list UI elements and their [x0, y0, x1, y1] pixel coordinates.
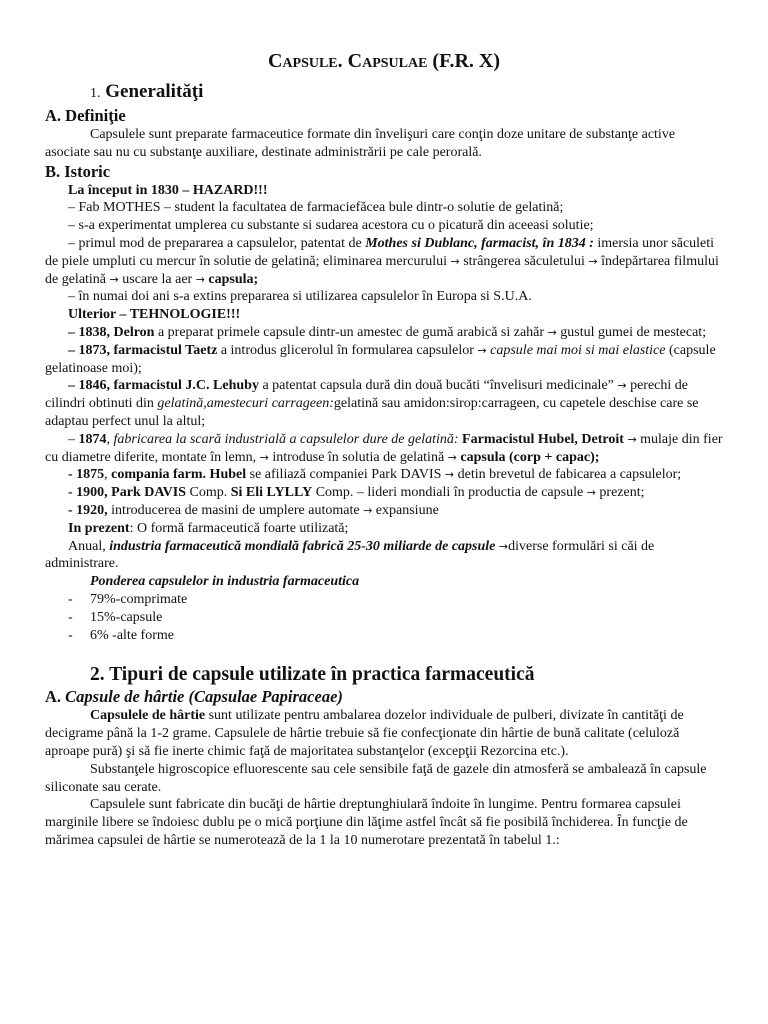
list-item-text: 79%-comprimate	[90, 591, 188, 607]
list-item-text: 15%-capsule	[90, 609, 163, 625]
present-line	[45, 520, 723, 538]
document-page	[45, 46, 723, 850]
timeline-1838	[45, 324, 723, 342]
t4-text2: introduse în solutia de gelatină	[268, 449, 448, 465]
arrow-icon: →	[444, 468, 455, 482]
list-item	[45, 627, 723, 645]
arrow-icon: →	[450, 254, 460, 268]
history-line-1: – Fab MOTHES – student la facultatea de farmaciefăcea bule dintr-o solutie de gelatină;	[68, 200, 564, 216]
arrow-icon: →	[588, 254, 598, 268]
p1-text: sunt utilizate pentru ambalarea dozelor individuale de pulberi, divizate în cantităţi de decigrame până la 1-2 grame. Capsulele de hârtie trebuie să fie confecţionate din hârtie de bună calitate (celuloză aproape pură) şi să fie inerte chimic faţă de majoritatea substanţelor (excepţii Rezorcina etc.).	[45, 708, 684, 759]
present-text: : O formă farmaceutică foarte utilizată;	[129, 520, 349, 536]
h3-d: strângerea săculetului	[459, 253, 589, 269]
paper-capsule-paragraph-3: Capsulele sunt fabricate din bucăţi de hârtie dreptunghiulară îndoite în lungime. Pentru formarea capsulei marginile libere se îndoiesc dublu pe o mică porţiune din lăţime astfel încât să fie posibilă închiderea. În funcţie de mărimea capsulei de hârtie se numerotează de la 1 la 10 numerotare prezentată în tabelul 1.:	[45, 797, 688, 848]
h3-b: Mothes si Dublanc, farmacist, în 1834 :	[365, 235, 594, 251]
history-line-3	[45, 235, 723, 288]
t1-bold: – 1838, Delron	[68, 324, 155, 340]
section-1-title: Generalităţi	[105, 81, 204, 102]
list-item-text: 6% -alte forme	[90, 627, 174, 643]
annual-text: Anual,	[68, 538, 110, 554]
t2-text2: (capsule gelatinoase moi);	[45, 342, 716, 376]
timeline-1920	[45, 502, 723, 520]
section-1-number: 1.	[90, 86, 101, 101]
section-1-heading	[45, 80, 723, 106]
present-bold: In prezent	[68, 520, 130, 536]
t5-year: - 1875	[68, 467, 105, 483]
annual-bold-italic: industria farmaceutică mondială fabrică 25-30 miliarde de capsule	[109, 538, 496, 554]
t6-bold: - 1900, Park DAVIS	[68, 485, 186, 501]
bullet-dash: -	[68, 627, 73, 643]
technology-line	[45, 306, 723, 324]
t6-text3: prezent;	[595, 485, 645, 501]
section-2-heading: 2. Tipuri de capsule utilizate în practica farmaceutică	[90, 664, 535, 686]
timeline-1874	[45, 431, 723, 467]
arrow-icon: →	[498, 539, 509, 553]
document-title: Capsule. Capsulae (F.R. X)	[267, 50, 501, 72]
technology-text: Ulterior – TEHNOLOGIE!!!	[68, 307, 241, 323]
subsection-a-heading: A. Definiţie	[45, 106, 126, 125]
t6-bold2: Si Eli LYLLY	[230, 485, 313, 501]
annual-text2: diverse formulări si căi de administrare.	[45, 538, 655, 572]
t3-italic: gelatină,amestecuri carrageen:	[157, 396, 334, 412]
history-hazard-line	[45, 182, 723, 200]
arrow-icon: →	[109, 272, 119, 286]
history-line-2: – s-a experimentat umplerea cu substante si sudarea acestora cu o picatură din aceeasi solutie;	[68, 218, 594, 234]
weight-heading-text: Ponderea capsulelor in industria farmaceutica	[90, 574, 360, 590]
timeline-1846	[45, 377, 723, 430]
t4-italic: fabricarea la scară industrială a capsulelor dure de gelatină:	[113, 431, 459, 447]
weight-heading	[45, 573, 723, 591]
t4-bold: Farmacistul Hubel, Detroit	[458, 431, 624, 447]
paper-capsule-paragraph-2: Substanţele higroscopice efluorescente sau cele sensibile faţă de gazele din atmosferă se ambalează în capsule siliconate sau cerate.	[45, 761, 707, 795]
timeline-1873	[45, 342, 723, 378]
t2-text: a introdus glicerolul în formularea capsulelor	[217, 342, 478, 358]
t3-bold: – 1846, farmacistul J.C. Lehuby	[68, 378, 259, 394]
list-item	[45, 609, 723, 627]
t7-text2: expansiune	[372, 502, 439, 518]
t4-bold2: capsula (corp + capac);	[456, 449, 600, 465]
t3-text3: gelatină sau amidon:sirop:carrageen, cu capetele deschise care se adaptau perfect unul la altul;	[45, 396, 699, 429]
arrow-icon: →	[617, 379, 627, 393]
arrow-icon: →	[477, 343, 487, 357]
paper-capsule-paragraph-1	[45, 707, 723, 760]
t4-text: mulaje din fier cu diametre diferite, montate în lemn,	[45, 431, 723, 465]
t1-text: a preparat primele capsule dintr-un amestec de gumă arabică si zahăr	[154, 324, 548, 340]
h3-c: imersia unor săculeti de piele umpluti cu mercur în solutie de gelatină; eliminarea mercurului	[45, 235, 715, 269]
t5-text: se afiliază companiei Park DAVIS	[246, 467, 445, 483]
definition-paragraph: Capsulele sunt preparate farmaceutice formate din învelişuri care conţin doze unitare de substanţe active asociate sau nu cu substanţe auxiliare, destinate administrării pe cale perorală.	[45, 127, 676, 160]
t4-dash: –	[68, 431, 79, 447]
list-item	[45, 591, 723, 609]
t2-bold: – 1873, farmacistul Taetz	[68, 342, 218, 358]
arrow-icon: →	[259, 450, 269, 464]
bullet-dash: -	[68, 609, 73, 625]
h3-g: capsula;	[208, 271, 259, 287]
subsection-b-heading: B. Istoric	[45, 161, 111, 181]
t5-text2: detin brevetul de fabicarea a capsulelor;	[454, 467, 682, 483]
annual-line	[45, 538, 723, 574]
t6-text2: Comp. – lideri mondiali în productia de capsule	[312, 485, 587, 501]
arrow-icon: →	[627, 432, 637, 446]
t5-bold: compania farm. Hubel	[111, 467, 247, 483]
bullet-dash: -	[68, 591, 73, 607]
hazard-text: La început in 1830 – HAZARD!!!	[68, 182, 268, 198]
t7-bold: - 1920,	[68, 502, 108, 518]
history-line-4: – în numai doi ani s-a extins prepararea si utilizarea capsulelor în Europa si S.U.A.	[68, 289, 532, 305]
arrow-icon: →	[195, 272, 205, 286]
arrow-icon: →	[586, 486, 596, 500]
timeline-1875	[45, 466, 723, 484]
t2-italic: capsule mai moi si mai elastice	[490, 342, 666, 358]
t6-text: Comp.	[185, 485, 231, 501]
t4-comma: ,	[106, 431, 114, 447]
h3-a: – primul mod de prepararea a capsulelor, patentat de	[68, 235, 366, 251]
t7-text: introducerea de masini de umplere automate	[107, 502, 364, 518]
subsection-2a-title: Capsule de hârtie (Capsulae Papiraceae)	[65, 687, 343, 707]
h3-f: uscare la aer	[118, 271, 196, 287]
t3-text2: perechi de cilindri obtinuti din	[45, 378, 689, 412]
subsection-2a-heading	[45, 687, 723, 707]
subsection-2a-prefix: A.	[45, 687, 66, 707]
arrow-icon: →	[363, 503, 373, 517]
t4-year: 1874	[78, 431, 107, 447]
t1-text2: gustul gumei de mestecat;	[556, 324, 707, 340]
h3-e: îndepărtarea filmului de gelatină	[45, 253, 719, 287]
t5-comma: ,	[104, 467, 112, 483]
arrow-icon: →	[547, 325, 557, 339]
p1-bold: Capsulele de hârtie	[90, 708, 206, 724]
arrow-icon: →	[447, 450, 457, 464]
timeline-1900	[45, 484, 723, 502]
t3-text: a patentat capsula dură din două bucăti “învelisuri medicinale”	[258, 378, 618, 394]
